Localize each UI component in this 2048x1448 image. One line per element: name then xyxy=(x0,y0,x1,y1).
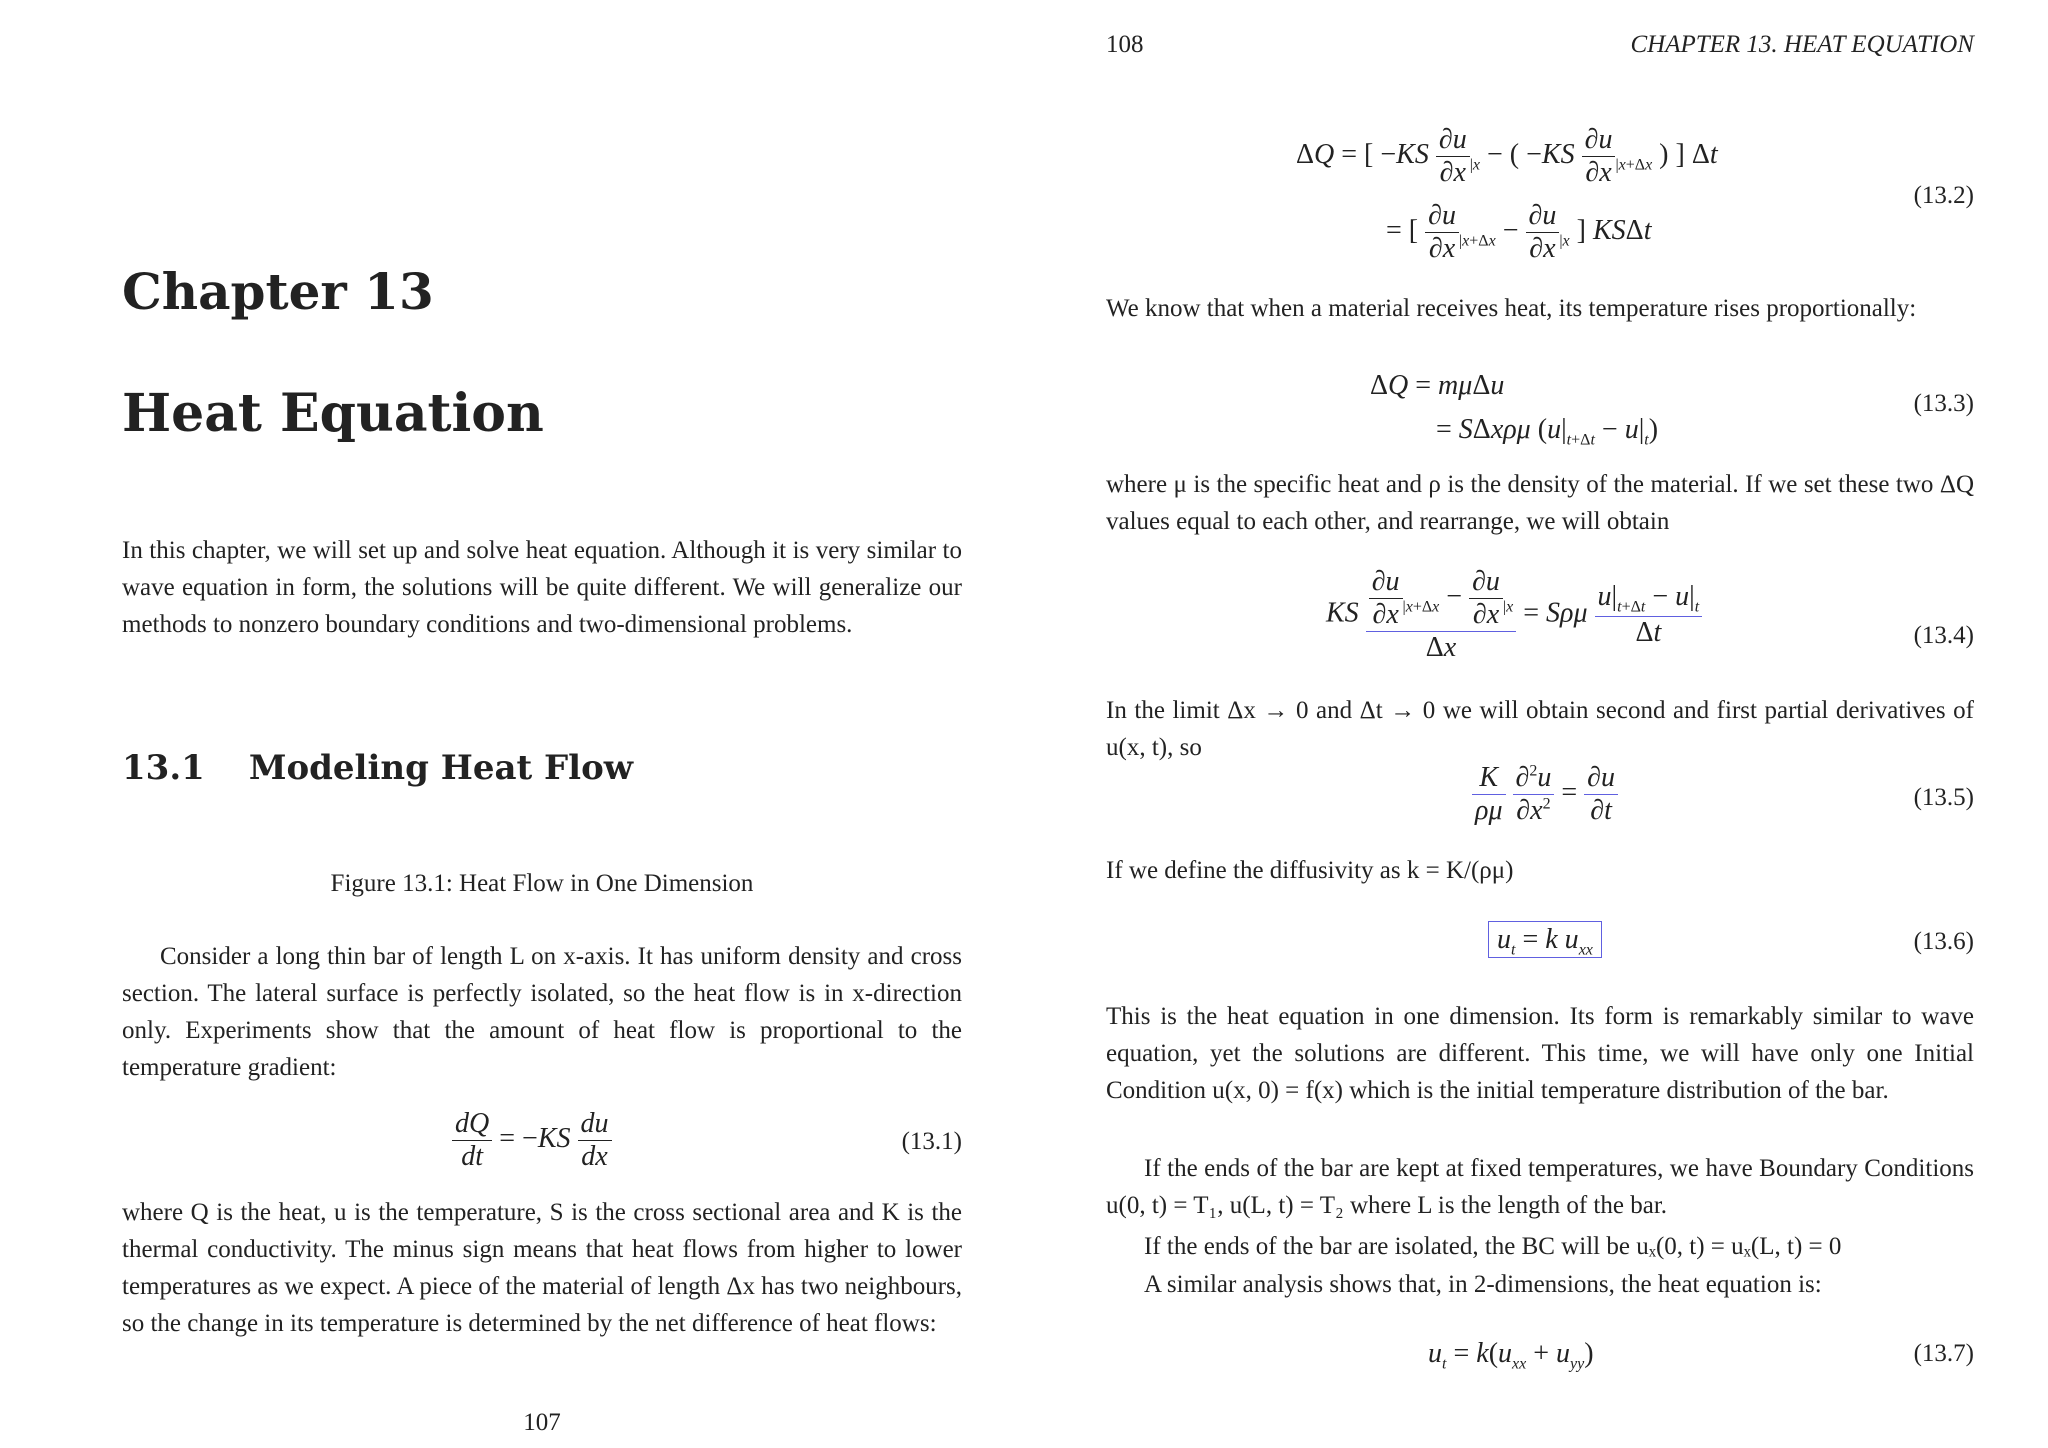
equation-number: (13.2) xyxy=(1913,182,1974,209)
equation-13-7 xyxy=(1106,1338,1974,1378)
paragraph-heat-proportional: We know that when a material receives heat, its temperature rises proportionally: xyxy=(1106,295,1917,322)
equation-13-3-line1: ΔQ = mμΔu xyxy=(1370,370,1505,401)
equation-number: (13.4) xyxy=(1913,622,1974,649)
equation-13-2 xyxy=(1106,120,1974,280)
equation-number: (13.5) xyxy=(1913,784,1974,811)
paragraph-2d: A similar analysis shows that, in 2-dimensions, the heat equation is: xyxy=(1144,1271,1822,1298)
equation-13-1-body: $\frac{dQ}{dt}$ = −KS $\frac{du}{dx}$ xyxy=(452,1108,612,1173)
equation-13-2-line2: = [ $\frac{\partial u}{\partial x}$ $_{|x+\Delta x}$ − $\frac{\partial u}{\partial x}$ $_{|x}$ ] KSΔt xyxy=(1386,200,1652,264)
section-title: Modeling Heat Flow xyxy=(248,748,634,788)
chapter-title: Heat Equation xyxy=(122,383,544,444)
paragraph-heat-flow: Consider a long thin bar of length L on x-axis. It has uniform density and cross section. The lateral surface is perfectly isolated, so the heat flow is in x-direction only. Experiments show that the amount of heat flow is proportional to the temperature gradient: xyxy=(122,943,962,1081)
equation-13-5 xyxy=(1106,762,1974,838)
section-heading xyxy=(122,748,633,788)
equation-number: (13.7) xyxy=(1913,1340,1974,1367)
chapter-label: Chapter 13 xyxy=(122,262,434,321)
paragraph-diffusivity: If we define the diffusivity as k = K/(ρμ) xyxy=(1106,857,1514,884)
equation-13-5-body: $\frac{K}{\rho\mu}$ $\frac{\partial^2u}{\partial x^2}$ = $\frac{\partial u}{\partial t}$ xyxy=(1472,762,1618,827)
paragraph-limit: In the limit Δx → 0 and Δt → 0 we will obtain second and first partial derivatives of u(x, t), so xyxy=(1106,697,1974,761)
right-page xyxy=(1024,0,2048,1448)
paragraph-definitions: where Q is the heat, u is the temperature, S is the cross sectional area and K is the thermal conductivity. The minus sign means that heat flows from higher to lower temperatures as we expect. A piece of the material of length Δx has two neighbours, so the change in its temperature is determined by the net difference of heat flows: xyxy=(122,1199,962,1337)
equation-13-3-line2: = SΔxρμ $(u|_{t+\Delta t} - u|_t)$ xyxy=(1436,414,1659,449)
equation-13-4 xyxy=(1106,566,1974,676)
section-number: 13.1 xyxy=(122,748,205,788)
equation-13-4-body: KS $\frac{\partial u}{\partial x}$ $_{|x+\Delta x}$ − $\frac{\partial u}{\partial x}$ $_{|x}$ Δx = Sρμ $\frac{u|_{t+\Delta t} - u|_t}{\Delta t}$ xyxy=(1326,566,1702,664)
intro-paragraph: In this chapter, we will set up and solve heat equation. Although it is very similar to wave equation in form, the solutions will be quite different. We will generalize our methods to nonzero boundary conditions and two-dimensional problems. xyxy=(122,537,962,638)
page-number-left: 107 xyxy=(523,1409,561,1436)
equation-number: (13.6) xyxy=(1913,928,1974,955)
equation-13-7-body: $u_t = k(u_{xx} + u_{yy})$ xyxy=(1428,1338,1594,1373)
paragraph-heat-1d: This is the heat equation in one dimension. Its form is remarkably similar to wave equation, yet the solutions are different. This time, we will have only one Initial Condition u(x, 0) = f(x) which is the initial temperature distribution of the bar. xyxy=(1106,1003,1974,1104)
equation-13-6-body xyxy=(1488,924,1602,960)
equation-number: (13.3) xyxy=(1913,390,1974,417)
equation-number: (13.1) xyxy=(901,1128,962,1155)
figure-caption: Figure 13.1: Heat Flow in One Dimension xyxy=(330,870,754,897)
paragraph-boundary-fixed: If the ends of the bar are kept at fixed temperatures, we have Boundary Conditions u(0, t) = T₁, u(L, t) = T₂ where L is the length of the bar. xyxy=(1106,1155,1974,1219)
equation-13-6 xyxy=(1106,922,1974,968)
page-number-right: 108 xyxy=(1106,31,1144,58)
equation-13-3 xyxy=(1106,368,1974,454)
paragraph-boundary-isolated: If the ends of the bar are isolated, the BC will be uₓ(0, t) = uₓ(L, t) = 0 xyxy=(1144,1233,1842,1260)
equation-13-2-line1: ΔQ = [ −KS $\frac{\partial u}{\partial x}$ $_{|x}$ − ( −KS $\frac{\partial u}{\partial x}$ $_{|x+\Delta x}$ ) ] Δt xyxy=(1296,124,1718,188)
running-head: CHAPTER 13. HEAT EQUATION xyxy=(1630,31,1974,58)
equation-13-1 xyxy=(122,1108,962,1178)
boxed-heat-equation: $u_t = k$ $u_{xx}$ xyxy=(1488,921,1602,958)
paragraph-specific-heat: where μ is the specific heat and ρ is the density of the material. If we set these two ΔQ values equal to each other, and rearrange, we will obtain xyxy=(1106,471,1974,535)
